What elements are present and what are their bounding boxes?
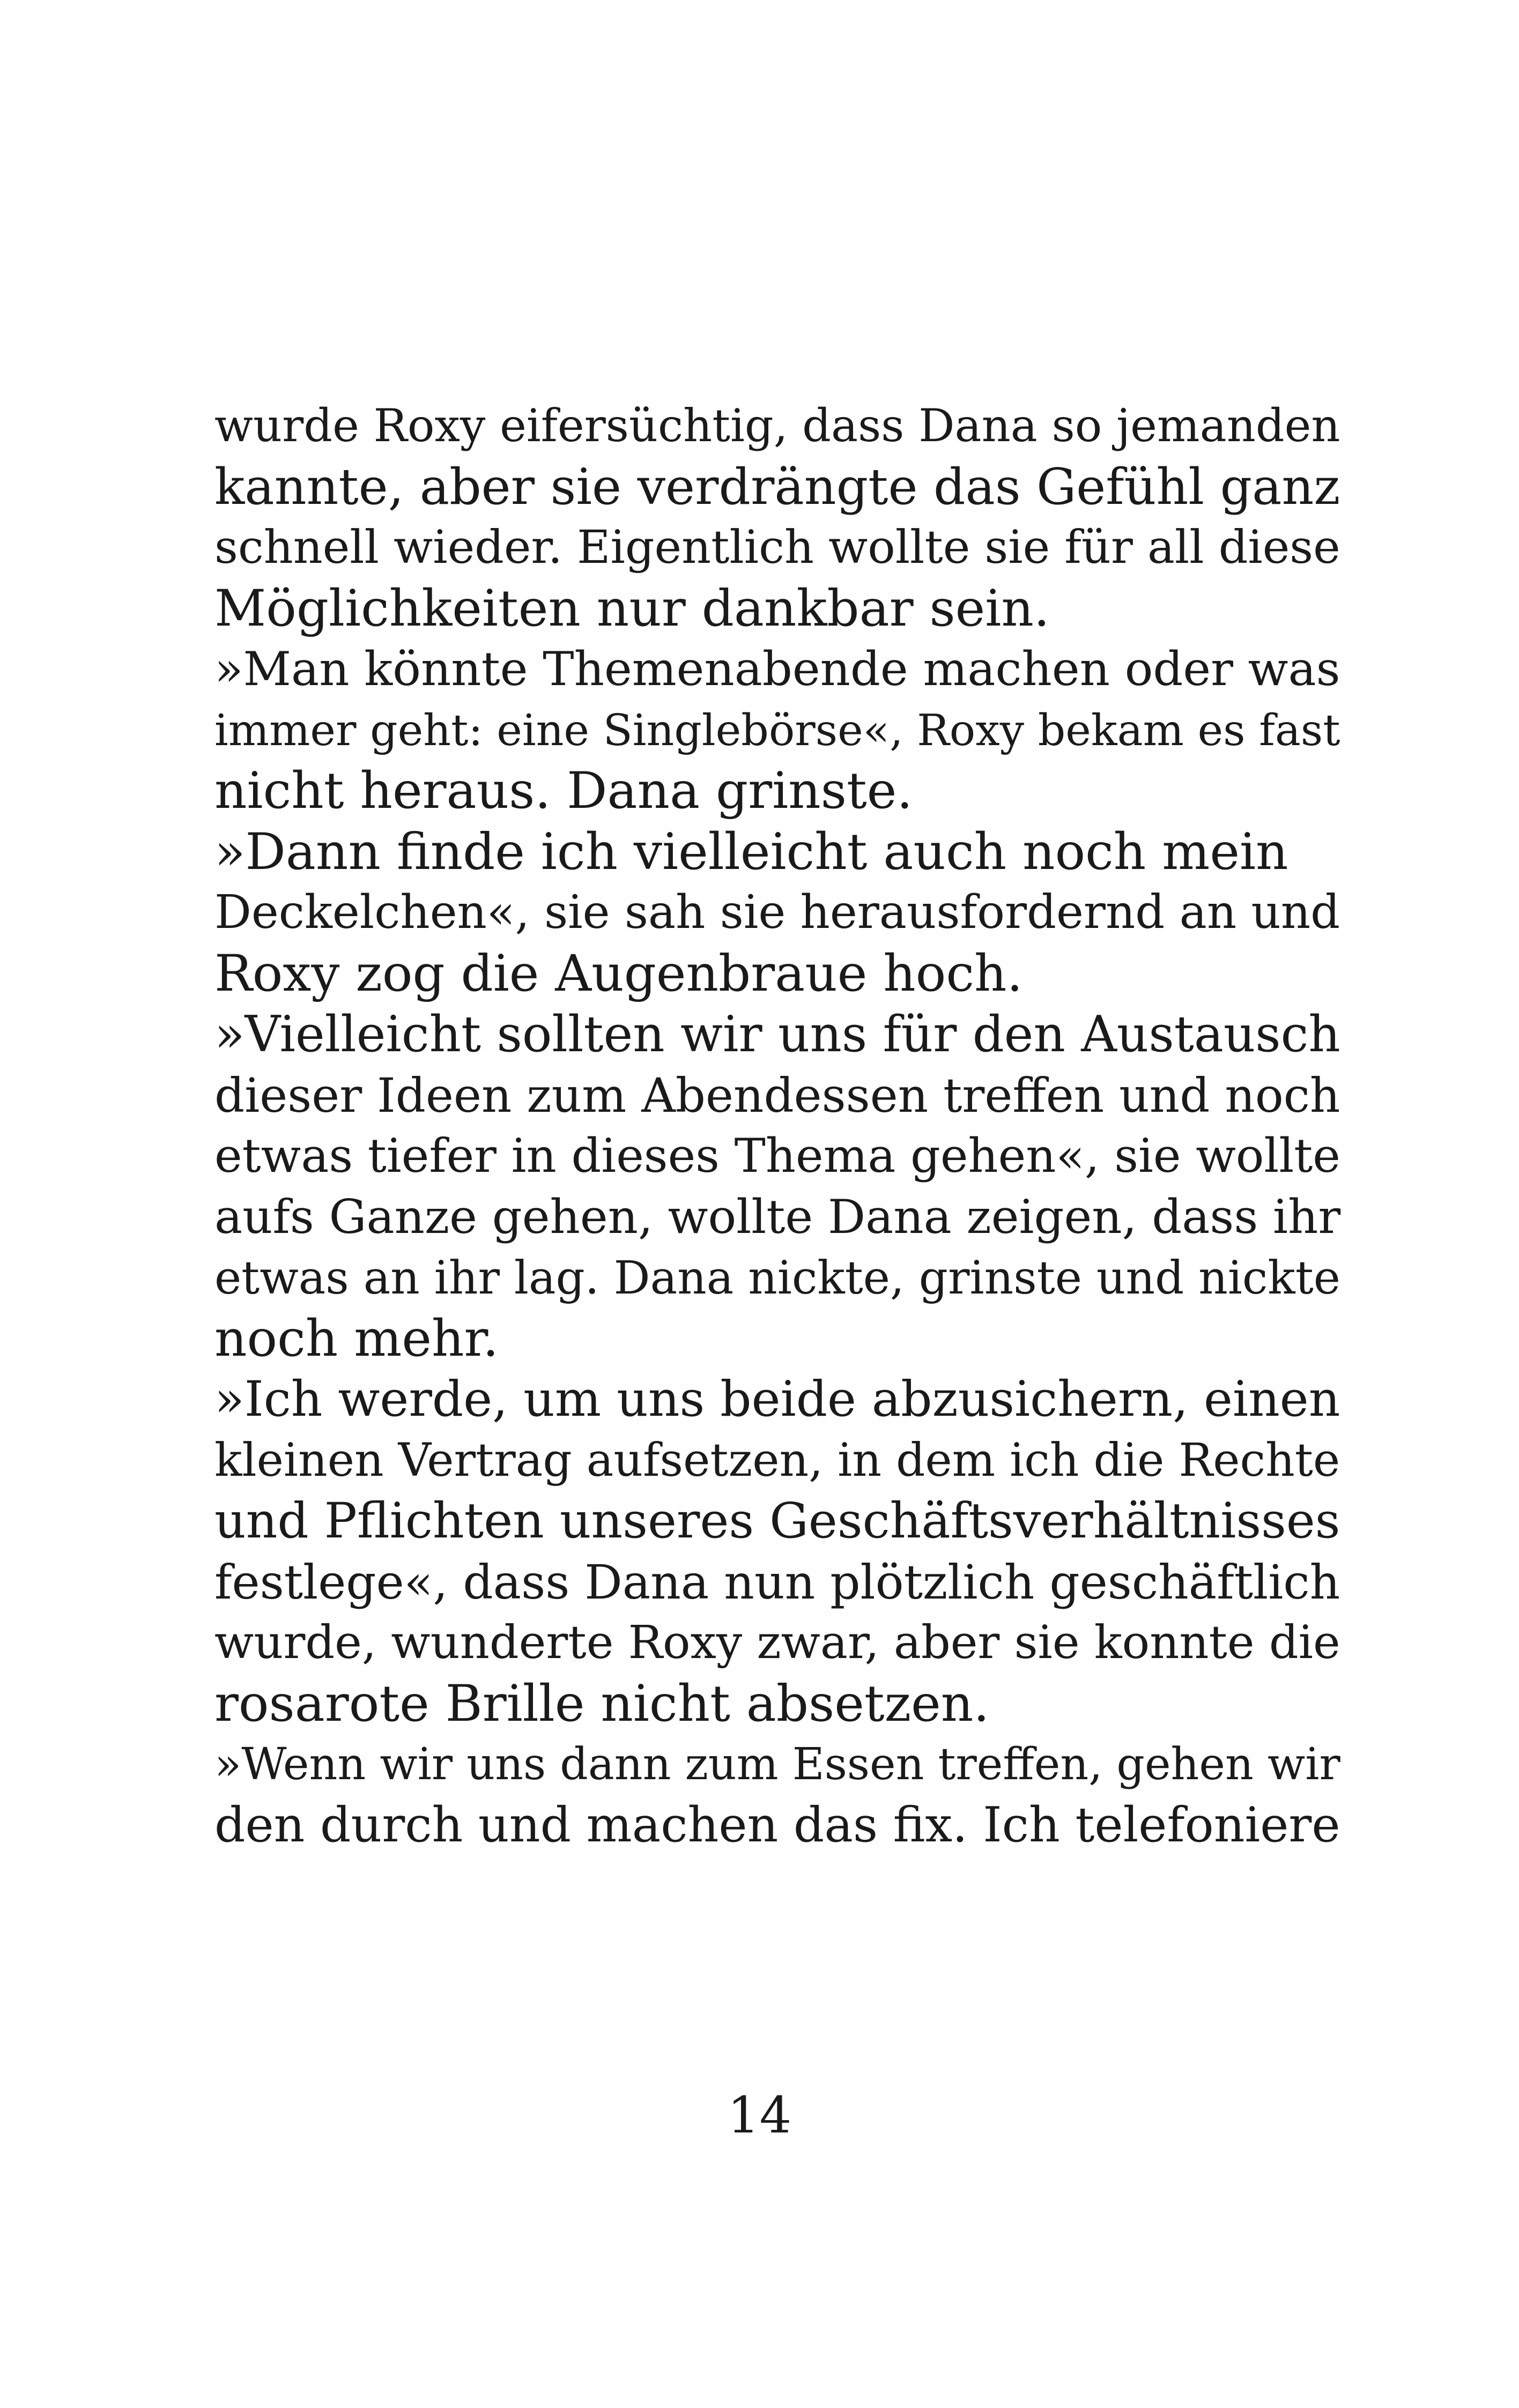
text-line: Möglichkeiten nur dankbar sein.	[214, 579, 1050, 638]
text-line: immer geht: eine Singlebörse«, Roxy bekam es fast	[214, 704, 1340, 755]
text-line: aufs Ganze gehen, wollte Dana zeigen, dass ihr	[214, 1189, 1341, 1244]
body-text	[214, 396, 1340, 1856]
text-line: kannte, aber sie verdrängte das Gefühl ganz	[214, 457, 1340, 516]
text-line: »Ich werde, um uns beide abzusichern, einen	[214, 1371, 1340, 1428]
text-line: wurde, wunderte Roxy zwar, aber sie konnte die	[214, 1616, 1340, 1669]
text-line: und Pflichten unseres Geschäftsverhältnisses	[214, 1492, 1340, 1549]
page-number: 14	[727, 2086, 792, 2145]
text-line: »Dann finde ich vielleicht auch noch mein	[214, 822, 1288, 881]
text-line: kleinen Vertrag aufsetzen, in dem ich die Rechte	[214, 1433, 1340, 1487]
text-line: »Man könnte Themenabende machen oder was	[214, 642, 1340, 696]
text-line: rosarote Brille nicht absetzen.	[214, 1674, 990, 1733]
text-line: »Vielleicht sollten wir uns für den Austausch	[214, 1005, 1340, 1063]
text-line: wurde Roxy eifersüchtig, dass Dana so jemanden	[214, 399, 1340, 452]
text-line: etwas an ihr lag. Dana nickte, grinste und nickte	[214, 1251, 1340, 1304]
text-line: den durch und machen das fix. Ich telefoniere	[214, 1797, 1340, 1853]
text-line: noch mehr.	[214, 1309, 499, 1368]
text-line: Roxy zog die Augenbraue hoch.	[214, 944, 1023, 1003]
text-line: festlege«, dass Dana nun plötzlich geschäftlich	[214, 1554, 1340, 1610]
text-line: etwas tiefer in dieses Thema gehen«, sie wollte	[214, 1128, 1340, 1183]
text-line: schnell wieder. Eigentlich wollte sie für all diese	[214, 521, 1340, 574]
text-line: dieser Ideen zum Abendessen treffen und noch	[214, 1067, 1340, 1123]
text-line: nicht heraus. Dana grinste.	[214, 762, 913, 820]
text-line: »Wenn wir uns dann zum Essen treffen, gehen wir	[214, 1739, 1340, 1790]
text-line: Deckelchen«, sie sah sie herausfordernd an und	[214, 886, 1340, 939]
